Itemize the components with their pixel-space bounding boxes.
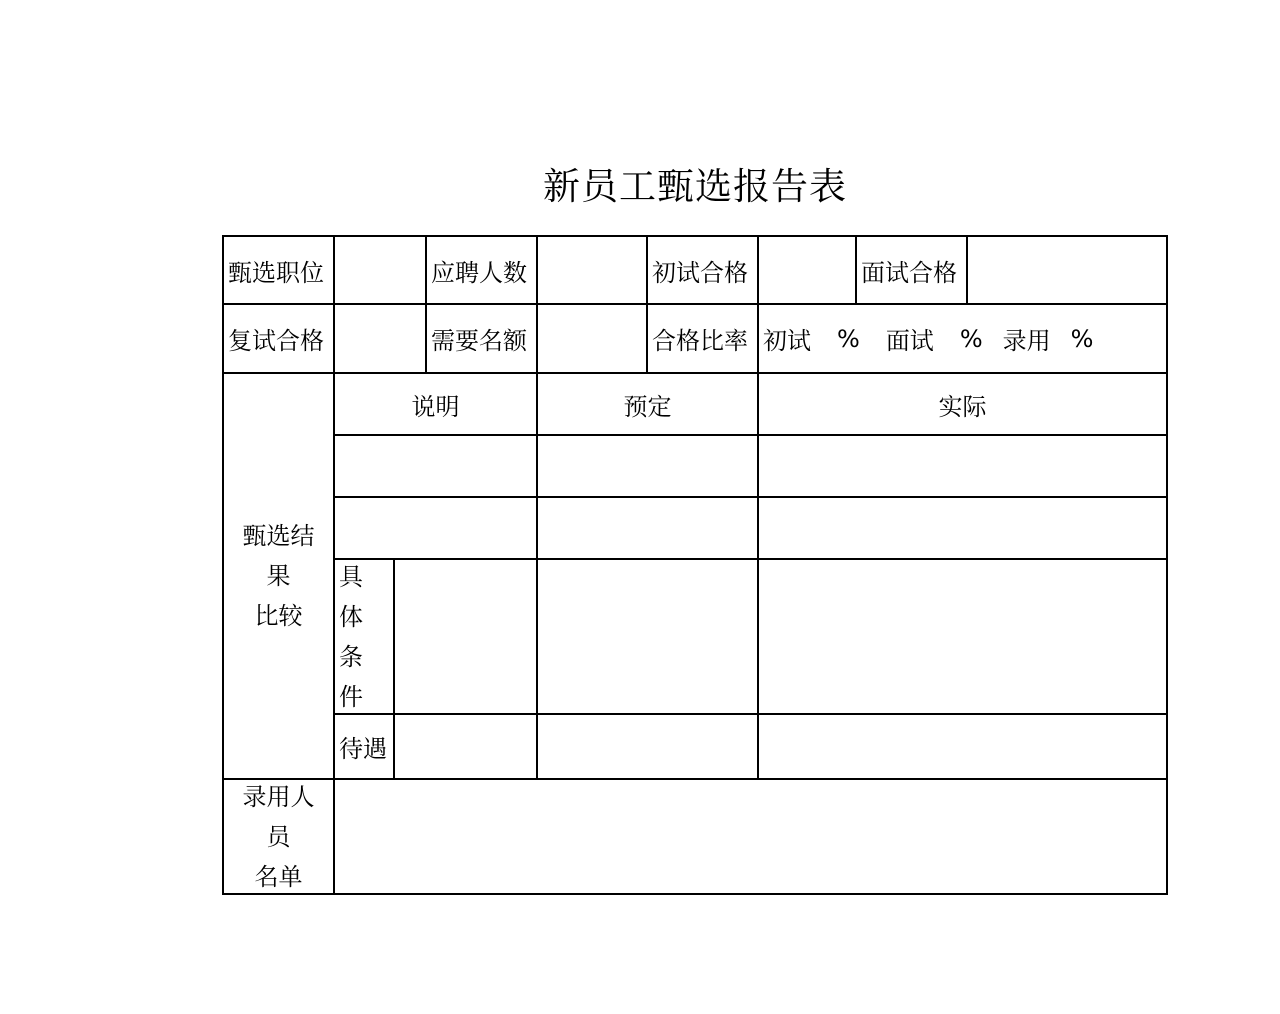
- label-retest-pass: 复试合格: [222, 303, 335, 374]
- field-pass-rate[interactable]: [757, 303, 1168, 374]
- cell-treatment-desc[interactable]: [393, 713, 538, 780]
- field-position[interactable]: [333, 235, 427, 305]
- field-first-pass[interactable]: [757, 235, 857, 305]
- field-interview-pass[interactable]: [966, 235, 1168, 305]
- percent-sign: %: [1070, 324, 1094, 353]
- header-desc: 说明: [333, 372, 538, 436]
- page-title: 新员工甄选报告表: [543, 165, 847, 208]
- field-retest-pass[interactable]: [333, 303, 427, 374]
- label-line: 名单: [254, 862, 303, 891]
- percent-sign: %: [959, 324, 983, 353]
- label-hired: [222, 778, 335, 895]
- label-pass-rate: 合格比率: [646, 303, 759, 374]
- rate-hire-label: 录用: [1002, 327, 1051, 355]
- cell-desc-2[interactable]: [333, 496, 538, 560]
- label-line: 条: [339, 642, 363, 671]
- label-line: 具: [339, 562, 363, 591]
- cell-conditions-planned[interactable]: [536, 558, 759, 715]
- percent-sign: %: [837, 324, 860, 353]
- rate-first-label: 初试: [763, 327, 811, 355]
- cell-treatment-actual[interactable]: [757, 713, 1168, 780]
- label-position: 甄选职位: [222, 235, 335, 305]
- label-line: 果: [266, 562, 291, 590]
- label-compare: [222, 372, 335, 780]
- label-applicants: 应聘人数: [425, 235, 538, 305]
- cell-desc-1[interactable]: [333, 434, 538, 498]
- label-interview-pass: 面试合格: [855, 235, 968, 305]
- cell-actual-1[interactable]: [757, 434, 1168, 498]
- label-line: 甄选结: [242, 522, 315, 550]
- label-line: 比较: [254, 602, 303, 630]
- cell-actual-2[interactable]: [757, 496, 1168, 560]
- label-line: 件: [339, 682, 363, 711]
- label-line: 员: [266, 822, 291, 851]
- cell-conditions-desc[interactable]: [393, 558, 538, 715]
- label-needed: 需要名额: [425, 303, 538, 374]
- field-applicants[interactable]: [536, 235, 648, 305]
- header-planned: 预定: [536, 372, 759, 436]
- cell-conditions-actual[interactable]: [757, 558, 1168, 715]
- label-treatment: 待遇: [333, 713, 395, 780]
- label-line: 录用人: [242, 782, 315, 811]
- header-actual: 实际: [757, 372, 1168, 436]
- cell-treatment-planned[interactable]: [536, 713, 759, 780]
- label-conditions: [333, 558, 395, 715]
- field-hired-list[interactable]: [333, 778, 1168, 895]
- cell-planned-1[interactable]: [536, 434, 759, 498]
- field-needed[interactable]: [536, 303, 648, 374]
- label-first-pass: 初试合格: [646, 235, 759, 305]
- label-line: 体: [339, 602, 363, 631]
- rate-interview-label: 面试: [885, 327, 934, 355]
- cell-planned-2[interactable]: [536, 496, 759, 560]
